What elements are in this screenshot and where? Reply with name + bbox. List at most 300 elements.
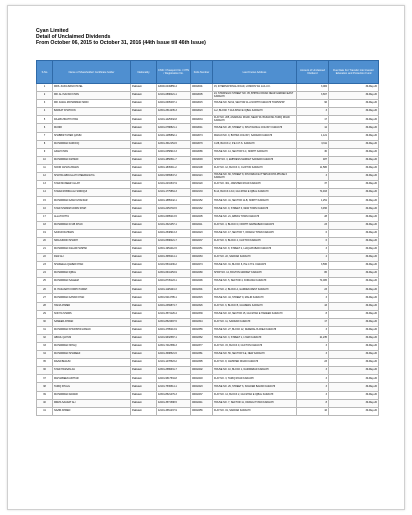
cnic-cell: 42301-6641253-9 — [157, 270, 191, 278]
address-cell: HOUSE NO. 21, ABBAS TOWN KARACHI — [213, 213, 297, 221]
table-row — [37, 399, 379, 407]
amount-cell: 3 — [297, 343, 329, 351]
cnic-cell: 42101-1425332-8 — [157, 116, 191, 124]
amount-cell: 3,456 — [297, 205, 329, 213]
folio-number-cell: 00002108 — [191, 164, 213, 172]
serial-number-cell: 26 — [37, 286, 53, 294]
column-header: Nationality — [131, 61, 157, 84]
serial-number-cell: 1 — [37, 84, 53, 92]
nationality-cell: Pakistani — [131, 237, 157, 245]
table-row — [37, 132, 379, 140]
folio-number-cell: 00002395 — [191, 359, 213, 367]
address-cell: FLAT NO. 6, BLOCK B, GULBERG KARACHI — [213, 302, 297, 310]
address-cell: HOUSE NO. 31, BLOCK 6, P.E.C.H.S. KARACHI — [213, 262, 297, 270]
folio-number-cell: 00002402 — [191, 367, 213, 375]
amount-cell: 23 — [297, 286, 329, 294]
table-row — [37, 278, 379, 286]
column-header: S.No — [37, 61, 53, 84]
amount-cell: 12 — [297, 124, 329, 132]
table-row — [37, 229, 379, 237]
amount-cell: 28 — [297, 213, 329, 221]
nationality-cell: Pakistani — [131, 197, 157, 205]
address-cell: FLAT NO. 205, ANARKALI ROAD, NEAR TAJ BUILDING TARIQ ROAD KARACHI — [213, 116, 297, 124]
due-date-cell: 30-May-20 — [329, 343, 379, 351]
nationality-cell: Pakistani — [131, 383, 157, 391]
table-row — [37, 84, 379, 92]
due-date-cell: 30-May-20 — [329, 173, 379, 181]
due-date-cell: 30-May-20 — [329, 391, 379, 399]
nationality-cell: Pakistani — [131, 253, 157, 261]
nationality-cell: Pakistani — [131, 334, 157, 342]
amount-cell: 1,121 — [297, 132, 329, 140]
folio-number-cell: 00002133 — [191, 189, 213, 197]
amount-cell: 74,463 — [297, 189, 329, 197]
due-date-cell: 30-May-20 — [329, 140, 379, 148]
serial-number-cell: 24 — [37, 270, 53, 278]
shareholder-name-cell: SYED SHAMIM UDDIN SHAH — [53, 205, 131, 213]
nationality-cell: Pakistani — [131, 108, 157, 116]
address-cell: FLAT NO. 22, SADDAR KARACHI — [213, 253, 297, 261]
address-cell: FLAT NO. 15, BLOCK 9, CLIFTON KARACHI — [213, 343, 297, 351]
cnic-cell: 42101-1125443-3 — [157, 286, 191, 294]
address-cell: HOUSE NO. 27, BLOCK 12, FEDERAL B AREA KARACHI — [213, 326, 297, 334]
folio-number-cell: 00002086 — [191, 148, 213, 156]
folio-number-cell: 00002015 — [191, 100, 213, 108]
address-cell: HOUSE NO. 9, STREET 3, NEW TOWN KARACHI — [213, 205, 297, 213]
shareholder-name-cell: SAIFUR RAHMAN — [53, 229, 131, 237]
shareholder-name-cell: MUHAMMAD AZHAR KHAN — [53, 294, 131, 302]
shareholder-name-cell: RIAZ ALI — [53, 253, 131, 261]
due-date-cell: 30-May-20 — [329, 375, 379, 383]
serial-number-cell: 28 — [37, 302, 53, 310]
shareholder-name-cell: SHAKEELA QAMER KHAN — [53, 262, 131, 270]
serial-number-cell: 36 — [37, 367, 53, 375]
serial-number-cell: 10 — [37, 156, 53, 164]
folio-number-cell: 00002344 — [191, 318, 213, 326]
address-cell: FLAT NO. 301, JAMSHED ROAD KARACHI — [213, 181, 297, 189]
shareholder-name-cell: MUHAMMAD KHURSHID ZAMAN — [53, 326, 131, 334]
address-cell: 24, STRATEGIC STREET NO. 05, BHITRAI ROAD NEAR GARDEN EAST KARACHI — [213, 92, 297, 100]
document-page — [7, 5, 405, 510]
serial-number-cell: 27 — [37, 294, 53, 302]
address-cell: HOUSE NO. 3, STREET 1, LYARI KARACHI — [213, 334, 297, 342]
serial-number-cell: 4 — [37, 108, 53, 116]
folio-number-cell: 00002120 — [191, 181, 213, 189]
cnic-cell: 42101-6598421-7 — [157, 237, 191, 245]
due-date-cell: 30-May-20 — [329, 213, 379, 221]
serial-number-cell: 25 — [37, 278, 53, 286]
table-row — [37, 205, 379, 213]
shareholder-name-cell: MUHAMMAD AYUB KHAN — [53, 221, 131, 229]
nationality-cell: Pakistani — [131, 351, 157, 359]
folio-number-cell: 00002074 — [191, 132, 213, 140]
shareholder-name-cell: MRS. ZAKIA BANO PATEL — [53, 84, 131, 92]
due-date-cell: 30-May-20 — [329, 310, 379, 318]
amount-cell: 3 — [297, 367, 329, 375]
nationality-cell: Pakistani — [131, 132, 157, 140]
due-date-cell: 30-May-20 — [329, 237, 379, 245]
cnic-cell: 42301-1954412-5 — [157, 245, 191, 253]
amount-cell: 3,595 — [297, 262, 329, 270]
shareholder-name-cell: MIRZA SAADAT ALI — [53, 399, 131, 407]
address-cell: HOUSE NO. 52/12, SECTOR 11-A NORTH KARACHI TOWNSHIP — [213, 100, 297, 108]
cnic-cell: 42101-0898421-1 — [157, 92, 191, 100]
folio-number-cell: 00002223 — [191, 229, 213, 237]
serial-number-cell: 22 — [37, 253, 53, 261]
shareholder-name-cell: MUHAMMAD ASLAM HASHMI — [53, 245, 131, 253]
amount-cell: 3 — [297, 173, 329, 181]
amount-cell: 37 — [297, 181, 329, 189]
nationality-cell: Pakistani — [131, 286, 157, 294]
document-period: From October 06, 2015 to October 31, 2016 (44th Issue till 46th Issue) — [36, 40, 206, 47]
table-row — [37, 148, 379, 156]
amount-cell: 43 — [297, 302, 329, 310]
shareholder-name-cell: M. HASANAH KOMPO TAMAH — [53, 286, 131, 294]
cnic-cell: 42301-8524697-5 — [157, 318, 191, 326]
table-row — [37, 221, 379, 229]
table-row — [37, 245, 379, 253]
serial-number-cell: 37 — [37, 375, 53, 383]
nationality-cell: Pakistani — [131, 262, 157, 270]
cnic-cell: 42101-1775864-3 — [157, 189, 191, 197]
nationality-cell: Pakistani — [131, 156, 157, 164]
column-header: Due Date For Transfer into Investor Education and Protection Fund — [329, 61, 379, 84]
serial-number-cell: 14 — [37, 189, 53, 197]
cnic-cell: 42201-2548913-3 — [157, 229, 191, 237]
nationality-cell: Pakistani — [131, 310, 157, 318]
nationality-cell: Pakistani — [131, 205, 157, 213]
folio-number-cell: 00002041 — [191, 124, 213, 132]
shareholder-name-cell: RAJAB ZINATH KHAN — [53, 116, 131, 124]
cnic-cell: 42101-3321457-1 — [157, 221, 191, 229]
table-row — [37, 124, 379, 132]
due-date-cell: 30-May-20 — [329, 278, 379, 286]
shareholder-name-cell: AZAM KHAN — [53, 148, 131, 156]
folio-number-cell: 00002162 — [191, 205, 213, 213]
cnic-cell: 42401-0358913-3 — [157, 148, 191, 156]
table-row — [37, 326, 379, 334]
serial-number-cell: 39 — [37, 391, 53, 399]
nationality-cell: Pakistani — [131, 391, 157, 399]
due-date-cell: 30-May-20 — [329, 156, 379, 164]
table-body — [37, 84, 379, 416]
address-cell: HOUSE NO. 56, SECTOR 5-E, NEW KARACHI — [213, 351, 297, 359]
amount-cell: 17 — [297, 116, 329, 124]
nationality-cell: Pakistani — [131, 399, 157, 407]
address-cell: HOUSE NO. 10, BLOCK 1, NAZIMABAD KARACHI — [213, 367, 297, 375]
folio-number-cell: 00002356 — [191, 326, 213, 334]
folio-number-cell: 00002263 — [191, 253, 213, 261]
folio-number-cell: 00002339 — [191, 310, 213, 318]
folio-number-cell: 00002418 — [191, 375, 213, 383]
amount-cell: 21,235 — [297, 334, 329, 342]
amount-cell: 3 — [297, 383, 329, 391]
serial-number-cell: 6 — [37, 124, 53, 132]
nationality-cell: Pakistani — [131, 140, 157, 148]
amount-cell: 3 — [297, 245, 329, 253]
folio-number-cell: 00002093 — [191, 156, 213, 164]
folio-number-cell: 00002079 — [191, 140, 213, 148]
due-date-cell: 30-May-20 — [329, 253, 379, 261]
table-row — [37, 189, 379, 197]
serial-number-cell: 15 — [37, 197, 53, 205]
nationality-cell: Pakistani — [131, 164, 157, 172]
shareholder-name-cell: MUNIR — [53, 124, 131, 132]
shareholder-name-cell: ALLAH DITTA — [53, 213, 131, 221]
table-row — [37, 253, 379, 261]
shareholder-name-cell: NOOR JAHAN ZAMAN — [53, 164, 131, 172]
shareholder-name-cell: SYEDA ROBINA ALI SIDDIQUI — [53, 189, 131, 197]
table-row — [37, 140, 379, 148]
cnic-cell: 42301-3612154-5 — [157, 140, 191, 148]
amount-cell: 3 — [297, 375, 329, 383]
nationality-cell: Pakistani — [131, 221, 157, 229]
amount-cell: 86 — [297, 270, 329, 278]
document-title: Detail of Unclaimed Dividends — [36, 34, 111, 41]
shareholder-name-cell: ABDUL QAYUM — [53, 334, 131, 342]
folio-number-cell: 00002001 — [191, 84, 213, 92]
folio-number-cell: 00002237 — [191, 237, 213, 245]
folio-number-cell: 00002362 — [191, 334, 213, 342]
table-row — [37, 213, 379, 221]
table-header-row — [37, 61, 379, 84]
nationality-cell: Pakistani — [131, 124, 157, 132]
cnic-cell: 42101-4850511-7 — [157, 156, 191, 164]
serial-number-cell: 29 — [37, 310, 53, 318]
cnic-cell: 42201-1885442-1 — [157, 197, 191, 205]
cnic-cell: 42201-9517534-8 — [157, 375, 191, 383]
shareholder-name-cell: SHAYRA ABDULLAH CHEEMANAIYA — [53, 173, 131, 181]
due-date-cell: 30-May-20 — [329, 399, 379, 407]
serial-number-cell: 13 — [37, 181, 53, 189]
table-row — [37, 375, 379, 383]
serial-number-cell: 31 — [37, 326, 53, 334]
address-cell: HOUSE NO. 17, SECTOR 7, ORANGI TOWN KARACHI — [213, 229, 297, 237]
column-header: CNIC / Passport No. / NTN / Registration No. — [157, 61, 191, 84]
address-cell: FLAT NO. 14, BLOCK 2, GULSHAN E IQBAL KARACHI — [213, 391, 297, 399]
due-date-cell: 30-May-20 — [329, 148, 379, 156]
column-header: Folio Number — [191, 61, 213, 84]
amount-cell: 8 — [297, 310, 329, 318]
shareholder-name-cell: MUHAMMAD FAROOQ — [53, 140, 131, 148]
serial-number-cell: 41 — [37, 407, 53, 415]
cnic-cell: 42201-0788821-1 — [157, 124, 191, 132]
due-date-cell: 30-May-20 — [329, 326, 379, 334]
serial-number-cell: 32 — [37, 334, 53, 342]
table-row — [37, 262, 379, 270]
address-cell: B-14, BLOCK 13-D, GULSHAN E IQBAL KARACHI — [213, 189, 297, 197]
table-row — [37, 359, 379, 367]
address-cell: FLAT NO. 11, SADDAR KARACHI — [213, 318, 297, 326]
folio-number-cell: 00002381 — [191, 351, 213, 359]
folio-number-cell: 00002315 — [191, 294, 213, 302]
due-date-cell: 30-May-20 — [329, 229, 379, 237]
column-header: Name of Shareholder/ Certificate holder — [53, 61, 131, 84]
shareholder-name-cell: SOFIYA SHAMS — [53, 310, 131, 318]
nationality-cell: Pakistani — [131, 84, 157, 92]
amount-cell: 3 — [297, 351, 329, 359]
serial-number-cell: 12 — [37, 173, 53, 181]
folio-number-cell: 00002152 — [191, 197, 213, 205]
table-row — [37, 334, 379, 342]
amount-cell: 3 — [297, 326, 329, 334]
table-row — [37, 164, 379, 172]
address-cell: HOUSE NO. 5, SECTOR 4, KORANGI KARACHI — [213, 278, 297, 286]
nationality-cell: Pakistani — [131, 173, 157, 181]
serial-number-cell: 40 — [37, 399, 53, 407]
table-row — [37, 116, 379, 124]
cnic-cell: 42301-1845311-2 — [157, 164, 191, 172]
due-date-cell: 30-May-20 — [329, 181, 379, 189]
shareholder-name-cell: MUHAMMAD ASHRAF — [53, 156, 131, 164]
due-date-cell: 30-May-20 — [329, 164, 379, 172]
shareholder-name-cell: MAHJABEEN AKHTAR — [53, 375, 131, 383]
cnic-cell: 42201-3698521-5 — [157, 351, 191, 359]
folio-number-cell: 00002274 — [191, 262, 213, 270]
shareholder-name-cell: SYED HASSAN ALI — [53, 367, 131, 375]
address-cell: HOUSE NO. 66, STREET 8, KHAYABAN E ITTEHAD DHA PHASE 6 KARACHI — [213, 173, 297, 181]
serial-number-cell: 5 — [37, 116, 53, 124]
serial-number-cell: 23 — [37, 262, 53, 270]
serial-number-cell: 17 — [37, 213, 53, 221]
cnic-cell: 42201-8745123-1 — [157, 278, 191, 286]
amount-cell: 487 — [297, 156, 329, 164]
cnic-cell: 42301-6685213-5 — [157, 213, 191, 221]
due-date-cell: 30-May-20 — [329, 334, 379, 342]
amount-cell: 11,586 — [297, 164, 329, 172]
nationality-cell: Pakistani — [131, 116, 157, 124]
folio-number-cell: 00002456 — [191, 407, 213, 415]
cnic-cell: 42201-2369874-7 — [157, 302, 191, 310]
table-row — [37, 173, 379, 181]
amount-cell: 6 — [297, 229, 329, 237]
table-row — [37, 302, 379, 310]
address-cell: FLAT NO. 8, JAMSHED ROAD KARACHI — [213, 359, 297, 367]
serial-number-cell: 18 — [37, 221, 53, 229]
table-row — [37, 383, 379, 391]
nationality-cell: Pakistani — [131, 92, 157, 100]
cnic-cell: 42101-5541236-2 — [157, 262, 191, 270]
address-cell: HOUSE NO. 28, STREET 4, SHAH FAISAL COLONY KARACHI — [213, 124, 297, 132]
due-date-cell: 30-May-20 — [329, 270, 379, 278]
due-date-cell: 30-May-20 — [329, 124, 379, 132]
folio-number-cell: 00002205 — [191, 213, 213, 221]
address-cell: HOUSE NO. 18, SECTOR 15, GULSHAN E HADEED KARACHI — [213, 310, 297, 318]
folio-number-cell: 00002211 — [191, 221, 213, 229]
nationality-cell: Pakistani — [131, 213, 157, 221]
amount-cell: 3 — [297, 108, 329, 116]
folio-number-cell: 00002280 — [191, 270, 213, 278]
address-cell: MAKAN NO. 9, BOHRA COLONY, SADDAR KARACHI — [213, 132, 297, 140]
shareholder-name-cell: MR. ALI SAYADI KHAN — [53, 92, 131, 100]
cnic-cell: 42101-7539514-1 — [157, 383, 191, 391]
cnic-cell: 42000-0449856-4 — [157, 84, 191, 92]
cnic-cell: 42101-4561237-9 — [157, 407, 191, 415]
serial-number-cell: 8 — [37, 140, 53, 148]
address-cell: SHOP NO. 3, EMPRESS MARKET SADDAR KARACHI — [213, 156, 297, 164]
serial-number-cell: 7 — [37, 132, 53, 140]
nationality-cell: Pakistani — [131, 407, 157, 415]
table-row — [37, 270, 379, 278]
due-date-cell: 30-May-20 — [329, 359, 379, 367]
amount-cell: 23 — [297, 221, 329, 229]
cnic-cell: 42201-3571598-5 — [157, 399, 191, 407]
folio-number-cell: 00002377 — [191, 343, 213, 351]
serial-number-cell: 9 — [37, 148, 53, 156]
due-date-cell: 30-May-20 — [329, 132, 379, 140]
table-row — [37, 351, 379, 359]
serial-number-cell: 30 — [37, 318, 53, 326]
table-row — [37, 197, 379, 205]
due-date-cell: 30-May-20 — [329, 383, 379, 391]
amount-cell: 6 — [297, 237, 329, 245]
shareholder-name-cell: MUHAMMAD ISHAQ — [53, 343, 131, 351]
amount-cell: 96 — [297, 100, 329, 108]
shareholder-name-cell: MUHAMMAD SHAREEF — [53, 351, 131, 359]
shareholder-name-cell: SIRAJUDDIN SHAIKH — [53, 237, 131, 245]
nationality-cell: Pakistani — [131, 245, 157, 253]
address-cell: FLAT NO. 2, BLOCK A, GARDEN WEST KARACHI — [213, 286, 297, 294]
address-cell: C-88, BLOCK 2, P.E.C.H.S. KARACHI — [213, 140, 297, 148]
due-date-cell: 30-May-20 — [329, 318, 379, 326]
table-row — [37, 108, 379, 116]
folio-number-cell: 00002005 — [191, 92, 213, 100]
cnic-cell: 42201-0605497-1 — [157, 100, 191, 108]
nationality-cell: Pakistani — [131, 302, 157, 310]
amount-cell: 3,084 — [297, 84, 329, 92]
serial-number-cell: 33 — [37, 343, 53, 351]
serial-number-cell: 20 — [37, 237, 53, 245]
shareholder-name-cell: HAFIZ AHMED — [53, 302, 131, 310]
due-date-cell: 30-May-20 — [329, 286, 379, 294]
nationality-cell: Pakistani — [131, 270, 157, 278]
table-row — [37, 310, 379, 318]
folio-number-cell: 00002423 — [191, 383, 213, 391]
serial-number-cell: 16 — [37, 205, 53, 213]
due-date-cell: 30-May-20 — [329, 221, 379, 229]
folio-number-cell: 00002113 — [191, 173, 213, 181]
table-row — [37, 156, 379, 164]
shareholder-name-cell: RAZIA BEGUM — [53, 359, 131, 367]
cnic-cell: 42101-2231547-9 — [157, 181, 191, 189]
serial-number-cell: 38 — [37, 383, 53, 391]
address-cell: 15, INTERNATIONAL ROAD, LONDON W1 1AA U.K. — [213, 84, 297, 92]
amount-cell: 3,667 — [297, 92, 329, 100]
due-date-cell: 30-May-20 — [329, 205, 379, 213]
nationality-cell: Pakistani — [131, 343, 157, 351]
due-date-cell: 30-May-20 — [329, 92, 379, 100]
folio-number-cell: 00002437 — [191, 391, 213, 399]
column-header: Last Known Address — [213, 61, 297, 84]
serial-number-cell: 11 — [37, 164, 53, 172]
nationality-cell: Pakistani — [131, 148, 157, 156]
nationality-cell: Pakistani — [131, 375, 157, 383]
address-cell: FLAT NO. 9, BLOCK 4, CLIFTON KARACHI — [213, 237, 297, 245]
nationality-cell: Pakistani — [131, 229, 157, 237]
serial-number-cell: 34 — [37, 351, 53, 359]
cnic-cell: 42301-5214785-1 — [157, 294, 191, 302]
serial-number-cell: 19 — [37, 229, 53, 237]
table-row — [37, 181, 379, 189]
address-cell: HOUSE NO. 29, STREET 6, SOLDIER BAZAR KARACHI — [213, 383, 297, 391]
due-date-cell: 30-May-20 — [329, 407, 379, 415]
table-row — [37, 294, 379, 302]
shareholder-name-cell: MUHAMMAD AZAM GHAFFAR — [53, 197, 131, 205]
nationality-cell: Pakistani — [131, 100, 157, 108]
nationality-cell: Pakistani — [131, 189, 157, 197]
folio-number-cell: 00002441 — [191, 399, 213, 407]
table-row — [37, 92, 379, 100]
